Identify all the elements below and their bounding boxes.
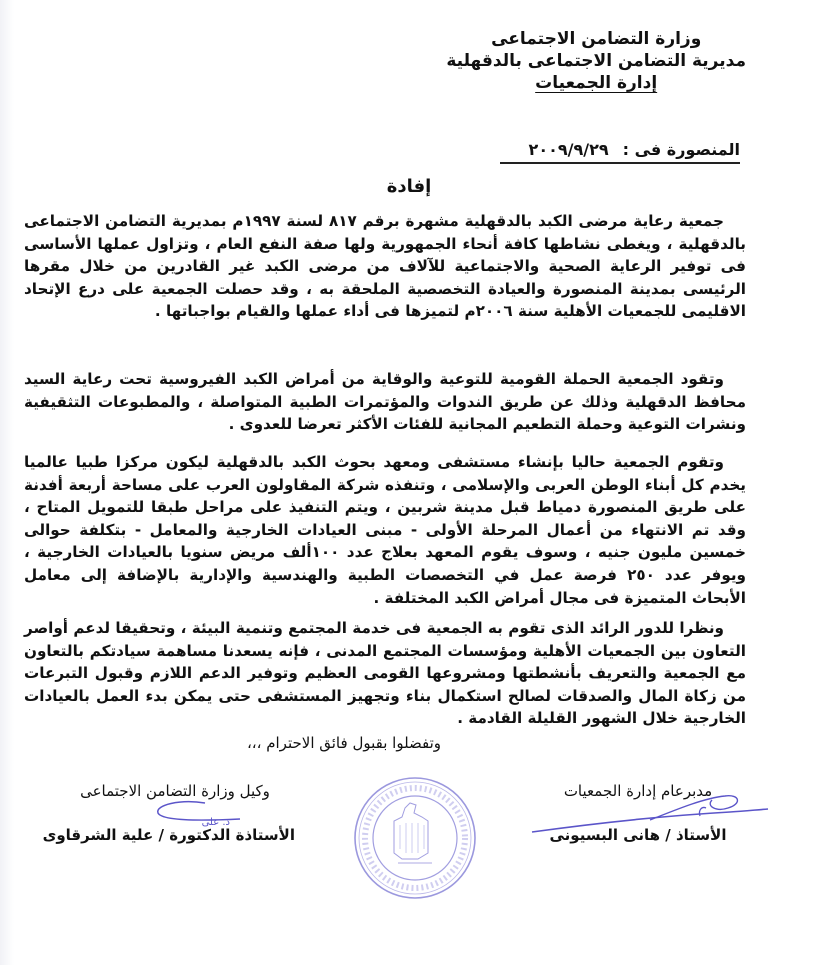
letterhead xyxy=(446,28,746,94)
paragraph-awareness-campaign: وتقود الجمعية الحملة القومية للتوعية والوقاية من أمراض الكبد الفيروسية تحت رعاية السيد محافظ الدقهلية وذلك عن طريق الندوات والمؤتمرات الطبية المتواصلة ، والمطبوعات التثقيفية ونشرات التوعية وحملة التطعيم المجانية للفئات الأكثر تعرضا للعدوى . xyxy=(24,370,746,434)
date-label: المنصورة فى : xyxy=(622,140,740,159)
closing-salutation: وتفضلوا بقبول فائق الاحترام ،،، xyxy=(246,734,442,752)
eagle-seal-icon xyxy=(350,773,480,903)
directorate-name: مديرية التضامن الاجتماعى بالدقهلية xyxy=(446,51,746,71)
signatory-right-role: مدبرعام إدارة الجمعيات xyxy=(563,782,713,800)
signatory-left-role: وكيل وزارة التضامن الاجتماعى xyxy=(80,782,270,800)
date-value: ٢٠٠٩/٩/٢٩ xyxy=(528,140,609,159)
paragraph-association-intro: جمعية رعاية مرضى الكبد بالدقهلية مشهرة برقم ٨١٧ لسنة ١٩٩٧م بمديرية التضامن الاجتماعى بالدقهلية ، ويغطى نشاطها كافة أنحاء الجمهورية ولها صفة النفع العام ، وتزاول عملها الأساسى فى توفير الرعاية الصحية والاجتماعية للآلاف من مرضى الكبد غير القادرين من خلال مقرها الرئيسى بمدينة المنصورة والعيادة التخصصية الملحقة به ، وقد حصلت الجمعية على درع الإتحاد الاقليمى للجمعيات الأهلية سنة ٢٠٠٦م لتميزها فى أداء عملها والقيام بواجباتها . xyxy=(24,212,746,321)
paragraph-donation-request: ونظرا للدور الرائد الذى تقوم به الجمعية فى خدمة المجتمع وتنمية البيئة ، وتحقيقا لدعم أواصر التعاون بين الجمعيات الأهلية ومؤسسات المجتمع المدنى ، فإنه يسعدنا مساهمة سيادتكم بالتعاون مع الجمعية والتعريف بأنشطتها ومشروعها القومى العظيم وتوفير الدعم اللازم وقبول التبرعات من زكاة المال والصدقات لصالح استكمال بناء وتجهيز المستشفى حتى يمكن بدء العمل بالعيادات الخارجية خلال الشهور القليلة القادمة . xyxy=(24,619,746,728)
scan-edge-shadow xyxy=(0,0,14,965)
ministry-name: وزارة التضامن الاجتماعى xyxy=(491,29,702,49)
signatory-right-name: الأستاذ / هانى البسيونى xyxy=(549,826,727,844)
date-line xyxy=(500,140,740,164)
department-name: إدارة الجمعيات xyxy=(535,73,658,93)
handwritten-signature-left xyxy=(110,795,260,835)
document-title: إفادة xyxy=(386,176,432,197)
paragraph-hospital-project: وتقوم الجمعية حاليا بإنشاء مستشفى ومعهد بحوث الكبد بالدقهلية ليكون مركزا طبيا عالميا يخدم كل أبناء الوطن العربى والإسلامى ، وتنفذه شركة المقاولون العرب على مساحة أربعة أفدنة على طريق المنصورة دمياط قبل مدينة شربين ، ويتم التنفيذ على مراحل طبقا للتمويل المتاح ، وقد تم الانتهاء من أعمال المرحلة الأولى - مبنى العيادات الخارجية والمعامل - بتكلفة حوالى خمسين مليون جنيه ، وسوف يقوم المعهد بعلاج عدد ١٠٠ألف مريض سنويا بالعيادات الخارجية ، ويوفر عدد ٢٥٠ فرصة عمل في التخصصات الطبية والهندسية والإدارية بالإضافة إلى معامل الأبحاث المتميزة فى مجال أمراض الكبد المختلفة . xyxy=(24,453,746,607)
handwritten-signature-right xyxy=(530,790,770,835)
signature-initials: د. على xyxy=(201,817,230,828)
signatory-left-name: الأستاذة الدكتورة / علية الشرقاوى xyxy=(42,826,295,844)
